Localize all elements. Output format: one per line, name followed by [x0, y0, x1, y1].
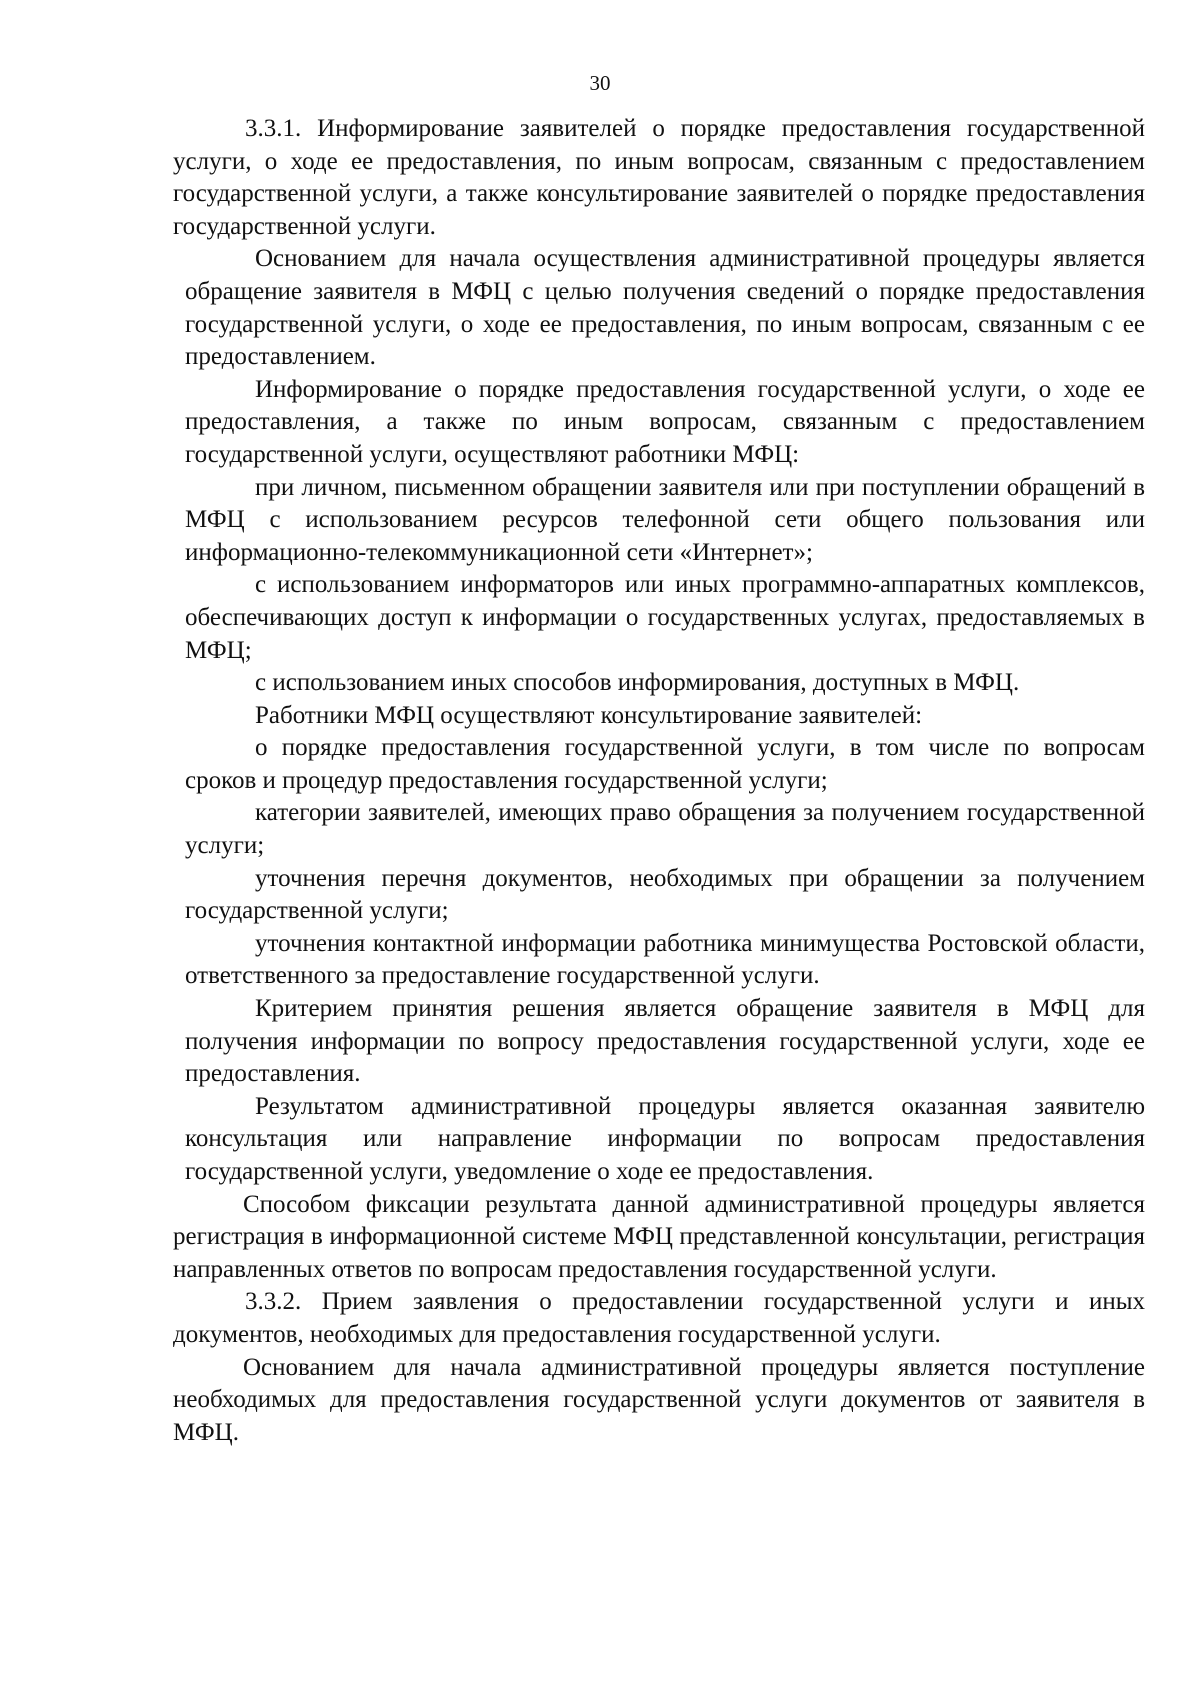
- paragraph-3-3-2-heading: 3.3.2. Прием заявления о предоставлении государственной услуги и иных документов, необходимых для предоставления государственной услуги.: [173, 1288, 1145, 1348]
- paragraph-decision-criterion: Критерием принятия решения является обращение заявителя в МФЦ для получения информации по вопросу предоставления государственной услуги, ходе ее предоставления.: [185, 995, 1145, 1088]
- list-item-documents-list: уточнения перечня документов, необходимых при обращении за получением государственной услуги;: [185, 864, 1145, 925]
- paragraph-basis-reception: Основанием для начала административной процедуры является поступление необходимых для предоставления государственной услуги документов от заявителя в МФЦ.: [173, 1353, 1145, 1446]
- list-item-other-methods: с использованием иных способов информирования, доступных в МФЦ.: [255, 669, 1020, 697]
- list-item-applicant-categories: категории заявителей, имеющих право обращения за получением государственной услуги;: [185, 799, 1145, 860]
- paragraph-consulting: Работники МФЦ осуществляют консультирование заявителей:: [255, 701, 923, 729]
- list-item-personal-appeal: при личном, письменном обращении заявителя или при поступлении обращений в МФЦ с использованием ресурсов телефонной сети общего пользования или информационно-телекоммуникационной сети «Интернет»;: [185, 473, 1145, 566]
- paragraph-result: Результатом административной процедуры является оказанная заявителю консультация или направление информации по вопросам предоставления государственной услуги, уведомление о ходе ее предоставления.: [185, 1092, 1145, 1185]
- list-item-informators: с использованием информаторов или иных программно-аппаратных комплексов, обеспечивающих доступ к информации о государственных услугах, предоставляемых в МФЦ;: [185, 571, 1145, 664]
- paragraph-informing-by-mfc: Информирование о порядке предоставления государственной услуги, о ходе ее предоставления, а также по иным вопросам, связанным с предоставлением государственной услуги, осуществляют работники МФЦ:: [185, 375, 1145, 468]
- list-item-contact-info: уточнения контактной информации работника минимущества Ростовской области, ответственного за предоставление государственной услуги.: [185, 929, 1145, 990]
- document-body: [173, 113, 1145, 1449]
- list-item-procedure: о порядке предоставления государственной услуги, в том числе по вопросам сроков и процедур предоставления государственной услуги;: [185, 734, 1145, 794]
- paragraph-3-3-1-heading: 3.3.1. Информирование заявителей о порядке предоставления государственной услуги, о ходе ее предоставления, по иным вопросам, связанным с предоставлением государственной услуги, а также консультирование заявителей о порядке предоставления государственной услуги.: [173, 115, 1145, 240]
- page-number: 30: [589, 71, 611, 95]
- paragraph-basis-informing: Основанием для начала осуществления административной процедуры является обращение заявителя в МФЦ с целью получения сведений о порядке предоставления государственной услуги, о ходе ее предоставления, по иным вопросам, связанным с ее предоставлением.: [185, 245, 1145, 371]
- paragraph-recording-method: Способом фиксации результата данной административной процедуры является регистрация в информационной системе МФЦ представленной консультации, регистрация направленных ответов по вопросам предоставления государственной услуги.: [173, 1190, 1145, 1283]
